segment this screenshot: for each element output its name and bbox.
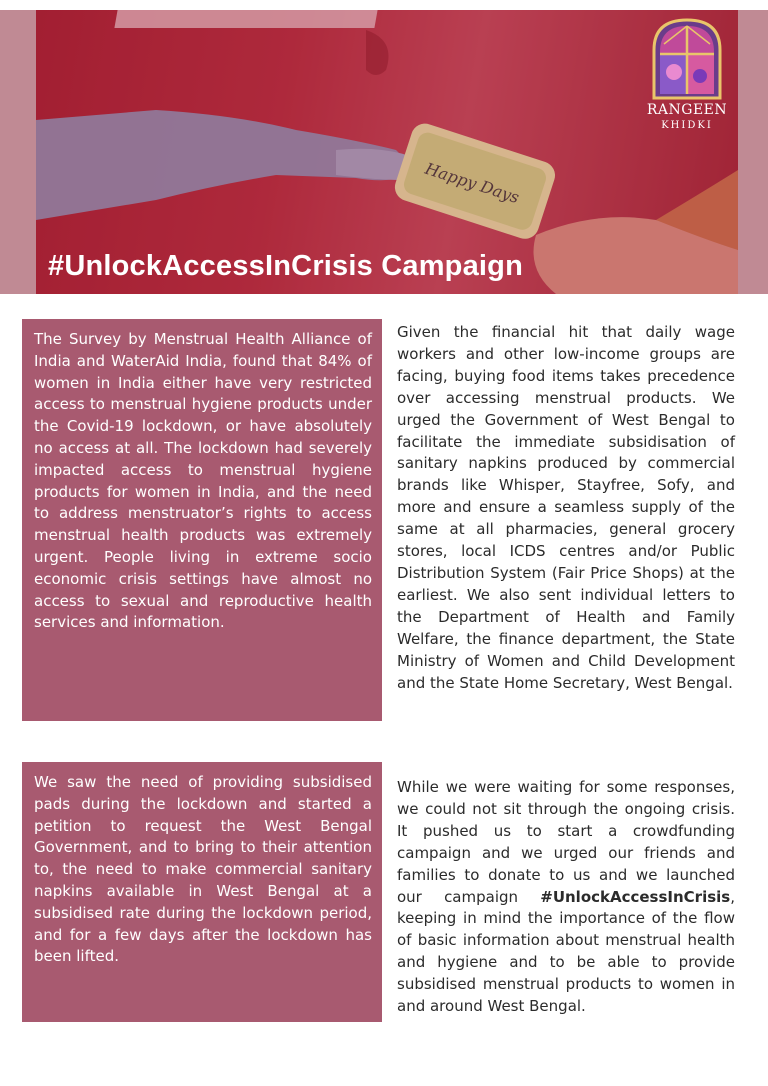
banner-right-strip xyxy=(738,10,768,294)
survey-text: The Survey by Menstrual Health Alliance of India and WaterAid India, found that 84% of women in India either have very restricted access to menstrual hygiene products under the Covid-19 lockdown, or have absolutely no access at all. The lockdown had severely impacted access to menstrual hygiene products for women in India, and the need to address menstruator’s rights to access menstrual health products was extremely urgent. People living in extreme socio economic crisis settings have almost no access to sexual and reproductive health services and information. xyxy=(34,330,372,632)
svg-text:Happy Days: Happy Days xyxy=(422,158,522,208)
hero-banner xyxy=(0,0,768,294)
petition-box xyxy=(22,762,382,1022)
page-title: #UnlockAccessInCrisis Campaign xyxy=(48,250,524,282)
window-logo-icon xyxy=(642,14,732,100)
crowdfunding-paragraph xyxy=(397,777,735,1018)
crowdfunding-text-start: While we were waiting for some responses, we could not sit through the ongoing crisis. It pushed us to start a crowdfunding campaign and we urged our friends and families to donate to us and we launched our campaign xyxy=(397,778,735,906)
logo-name-line2: KHIDKI xyxy=(661,120,713,131)
campaign-hashtag: #UnlockAccessInCrisis xyxy=(540,887,731,906)
crowdfunding-text-end: , keeping in mind the importance of the flow of basic information about menstrual health and hygiene and to be able to provide subsidised menstrual products to women in and around West Bengal. xyxy=(397,887,735,1016)
petition-text: We saw the need of providing subsidised pads during the lockdown and started a petition to request the West Bengal Government, and to bring to their attention to, the need to make commercial sanitary napkins available in West Bengal at a subsidised rate during the lockdown period, and for a few days after the lockdown has been lifted. xyxy=(34,773,372,966)
logo-name-line1: RANGEEN xyxy=(646,102,728,118)
survey-box xyxy=(22,319,382,721)
rangeen-khidki-logo xyxy=(642,14,732,134)
government-appeal-paragraph xyxy=(397,322,735,694)
banner-left-strip xyxy=(0,10,36,294)
government-appeal-text: Given the financial hit that daily wage workers and other low-income groups are facing, buying food items takes precedence over accessing menstrual products. We urged the Government of West Bengal to facilitate the immediate subsidisation of sanitary napkins produced by commercial brands like Whisper, Stayfree, Sofy, and more and ensure a seamless supply of the same at all pharmacies, general grocery stores, local ICDS centres and/or Public Distribution System (Fair Price Shops) at the earliest. We also sent individual letters to the Department of Health and Family Welfare, the finance department, the State Ministry of Women and Child Development and the State Home Secretary, West Bengal. xyxy=(397,323,735,692)
